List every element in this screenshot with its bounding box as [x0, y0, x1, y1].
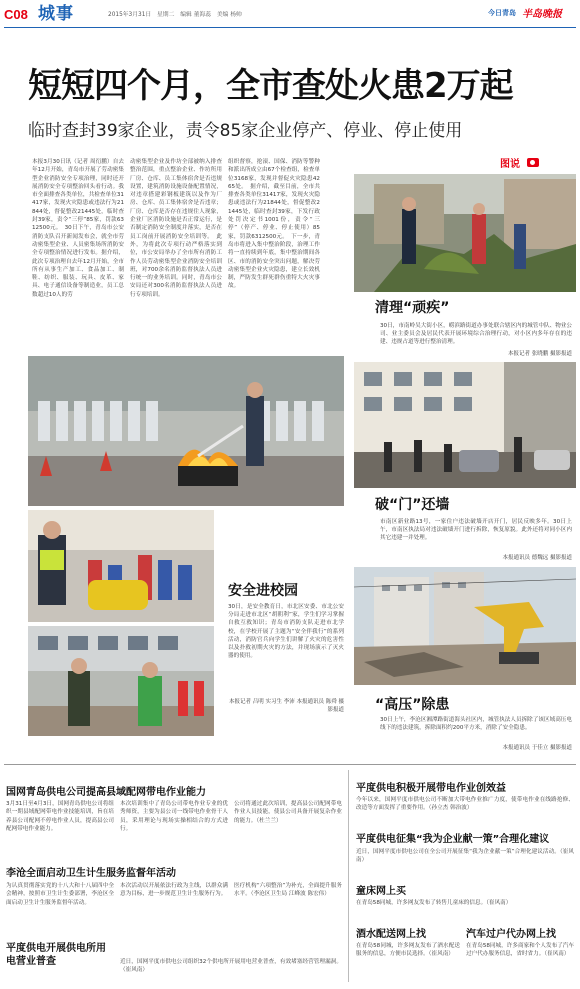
- photo-highvoltage: [354, 567, 576, 685]
- brief6-body: 在青岛58同城，许多网友发布了酒水配送服务的信息，方便市民选择。（崔风南）: [356, 943, 460, 958]
- brief1-col1: 3月31日至4月3日，国网青岛供电公司将组织一期县域配网带电作业技能培训，旨在培养县公司配网不停电作业人员，提高县公司配网带电作业能力。: [6, 801, 114, 832]
- brief8-title: 平度供电开展供电所用电营业普查: [6, 943, 106, 967]
- brief4-col2: 本次活动以开展依法行政为主线，以群众满意为目标，进一步规范卫生计生服务行为。: [120, 883, 228, 898]
- paper-brand-logo: 半岛晚报: [522, 9, 562, 20]
- lead-body-col3: 组织督察，抢滚、国保、消防等警种和派出所成立由67个检查组，检查单位3168家，发现并督促火灾隐患4265处。 据介绍，截至目前，全市共排查各类单位31417家，发现火灾隐患或违法行为21844处，督促整改21445处，临时查封39家，下发行政处罚决定书1001份，责令“三停”（停产、停业、停止使用）85家，罚款6312500元。 下一步，青岛市将进入集中整治阶段，治理工作将一直持续到年底，集中整治期间各区、市的消防安全突出问题，解决劳动密集型企业火灾隐患，建立长效机制，严防发生群死群伤重特大火灾事故。: [228, 159, 320, 290]
- brief1-col2: 本次培训集中了青岛公司带电作业专业的优秀师资，主要为县公司一线带电作业骨干人员，采用理论与现场实操相结合的方式进行。: [120, 801, 228, 832]
- bottom-column-rule: [348, 770, 349, 982]
- brief5-title: 童床网上买: [356, 886, 406, 897]
- brief8-body: 近日，国网平度市供电公司组织32个供电所开展用电营业普查，有效堵塞经营管理漏洞。（崔风南）: [120, 959, 342, 974]
- story1-caption: 30日，市南岭吴大街小区，崂滨路街道办事处联合辖区内的城管中队、物业公司、业主委员会及居民代表开展环境综合治理行动，对小区内多年存在的违建、违规占道等进行整治清理。: [380, 323, 572, 346]
- brief1-col3: 公司将通过此次培训，提高县公司配网带电作业人员技能，使县公司具备开展复杂作业的能力。（杜兰兰）: [234, 801, 342, 824]
- school-feature-title: 安全进校园: [228, 583, 298, 599]
- tujian-text: 图说: [500, 159, 520, 170]
- paper-name: 今日青岛: [488, 9, 516, 17]
- brief1-title: 国网青岛供电公司提高县域配网带电作业能力: [6, 787, 206, 798]
- story1-credit: 本报记者 张晓鹏 摄影报道: [508, 351, 572, 357]
- page-number: C08: [4, 7, 28, 22]
- tujian-label: [500, 152, 539, 170]
- brief4-col3: 医疗机构“六项整治”为补充，全面提升服务水平。（李沧区卫生局 江峰波 陈宏伟）: [234, 883, 342, 898]
- photo-students-class: [28, 510, 214, 622]
- brief7-body: 在青岛58同城，许多商家和个人发布了汽车过户代办服务信息，省时省力。（崔风南）: [466, 943, 574, 958]
- photo-students-drill: [28, 626, 214, 736]
- brief3-title: 平度供电征集“我为企业献一策”合理化建议: [356, 834, 550, 845]
- lead-body-col1: 本报3月30日讯（记者 周衍鹏）自去年12月开始，青岛市开展了劳动密集型企业消防安全专项治理，同时还开展消防安全专项整治回头看行动。我市全面排查各类单位，共检查单位31417家，发现火灾隐患或违法行为21844处，督促整改21445处，临时查封39家，责令“三停”85家，罚款6312500元。 30日下午，青岛市公安消防支队召开新闻发布会，就全市劳动密集型企业、人员密集场所消防安全专项整治情况进行发布。据介绍，此次专项治理自去年12月开始，全市所有从事生产加工、食品加工、制鞋、纺织、服装、玩具、皮革、家具、电子通信设备等制造业，员工总数超过10人的劳: [32, 159, 124, 298]
- story1-title: 清理“顽疾”: [375, 300, 450, 316]
- brief4-title: 李沧全面启动卫生计生服务监督年活动: [6, 868, 176, 879]
- story3-credit: 本报通讯员 于佳立 摄影报道: [502, 745, 572, 751]
- lead-body-col2: 动密集型企业及作坊全部被纳入排查整治范围，重点整治企业、作坊所用厂房、仓库、员工集体宿舍是否违规设置，建筑消防设施设备配置情况，对违章搭建彩钢板建筑以及作为厂房、仓库、员工集体宿舍是否违章；厂房、仓库是否存在违规住人现象，企业厂区消防设施是否正常运行，是否制定消防安全制度并落实，是否在员工岗前开展消防安全培训等。 此外，为将此次专项行动严格落实到位，市公安局举办了全市所有消防工作人员劳动密集型企业消防安全培训班，对700余名消防监督执法人员进行统一的业务培训。同时，青岛市公安局还对300名消防监督执法人员进行专项培训。: [130, 159, 222, 298]
- story3-title: “高压”除患: [375, 697, 450, 713]
- school-feature-credit: 本报记者 吕明 实习生 李沛 本报通讯员 陈舜 摄影报道: [229, 699, 344, 713]
- camera-icon: [527, 158, 539, 167]
- masthead: [0, 0, 580, 34]
- photo-fire-drill: [28, 356, 344, 506]
- dateline: 2015年3月31日 星期二 编辑 董海蕊 美编 杨帅: [108, 12, 242, 18]
- brief2-title: 平度供电积极开展带电作业创效益: [356, 783, 506, 794]
- brief3-body: 近日，国网平度市供电公司在全公司开展征集“我为企业献一策”合理化建议活动。（崔风南）: [356, 849, 574, 864]
- story3-caption: 30日上午，李沧区湘潭路街道海头社区内，城管执法人员拆除了该区域高压电线下的违法建筑，拆除面积约200平方米，消除了安全隐患。: [380, 717, 572, 732]
- story2-title: 破“门”还墙: [375, 497, 450, 513]
- story2-caption: 市南区新业路13号，一家住户违法破墙开店开门，居民反映多年。30日上午，市南区执法局对违法破墙开门进行拆除，恢复原貌。此外还将对同小区内其它违建一并处理。: [380, 519, 572, 542]
- lead-headline: 短短四个月，全市查处火患2万起: [28, 66, 513, 106]
- story2-credit: 本报通讯员 德魏远 摄影报道: [502, 555, 572, 561]
- lead-subhead: 临时查封39家企业，责令85家企业停产、停业、停止使用: [28, 121, 463, 141]
- section-title: 城事: [38, 4, 74, 24]
- school-feature-caption: 30日，是安全教育日，市北区安委、市北公安分局走进市北区“胡朝利”家，学生们学习掌握自救互救知识；青岛市消防支队走进市北学校，在学校开展了主题为“安全伴我行”的系列活动，消防官兵向学生们讲解了火灾的危害性以及扑救初期火灾的方法，并现场演示了灭火器的使用。: [228, 604, 344, 660]
- brief5-body: 在青岛58同城，许多网友发布了转售儿童床的信息。（崔风南）: [356, 900, 512, 906]
- brief6-title: 酒水配送网上找: [356, 929, 426, 940]
- photo-wall: [354, 362, 576, 488]
- brief2-body: 今年以来，国网平度市供电公司不断加大带电作业推广力度，使带电作业在线路抢修、改造等方面发挥了重要作用。（孙立杰 韩治波）: [356, 797, 574, 812]
- brief7-title: 汽车过户代办网上找: [466, 929, 556, 940]
- brief4-col1: 为认真贯彻落实党的十八大和十八届四中全会精神，按照市卫生计生委部署，李沧区全面启动卫生计生服务监督年活动。: [6, 883, 114, 906]
- photo-cleanup: [354, 174, 576, 292]
- masthead-rule: [4, 27, 576, 28]
- bottom-section-rule: [4, 764, 576, 765]
